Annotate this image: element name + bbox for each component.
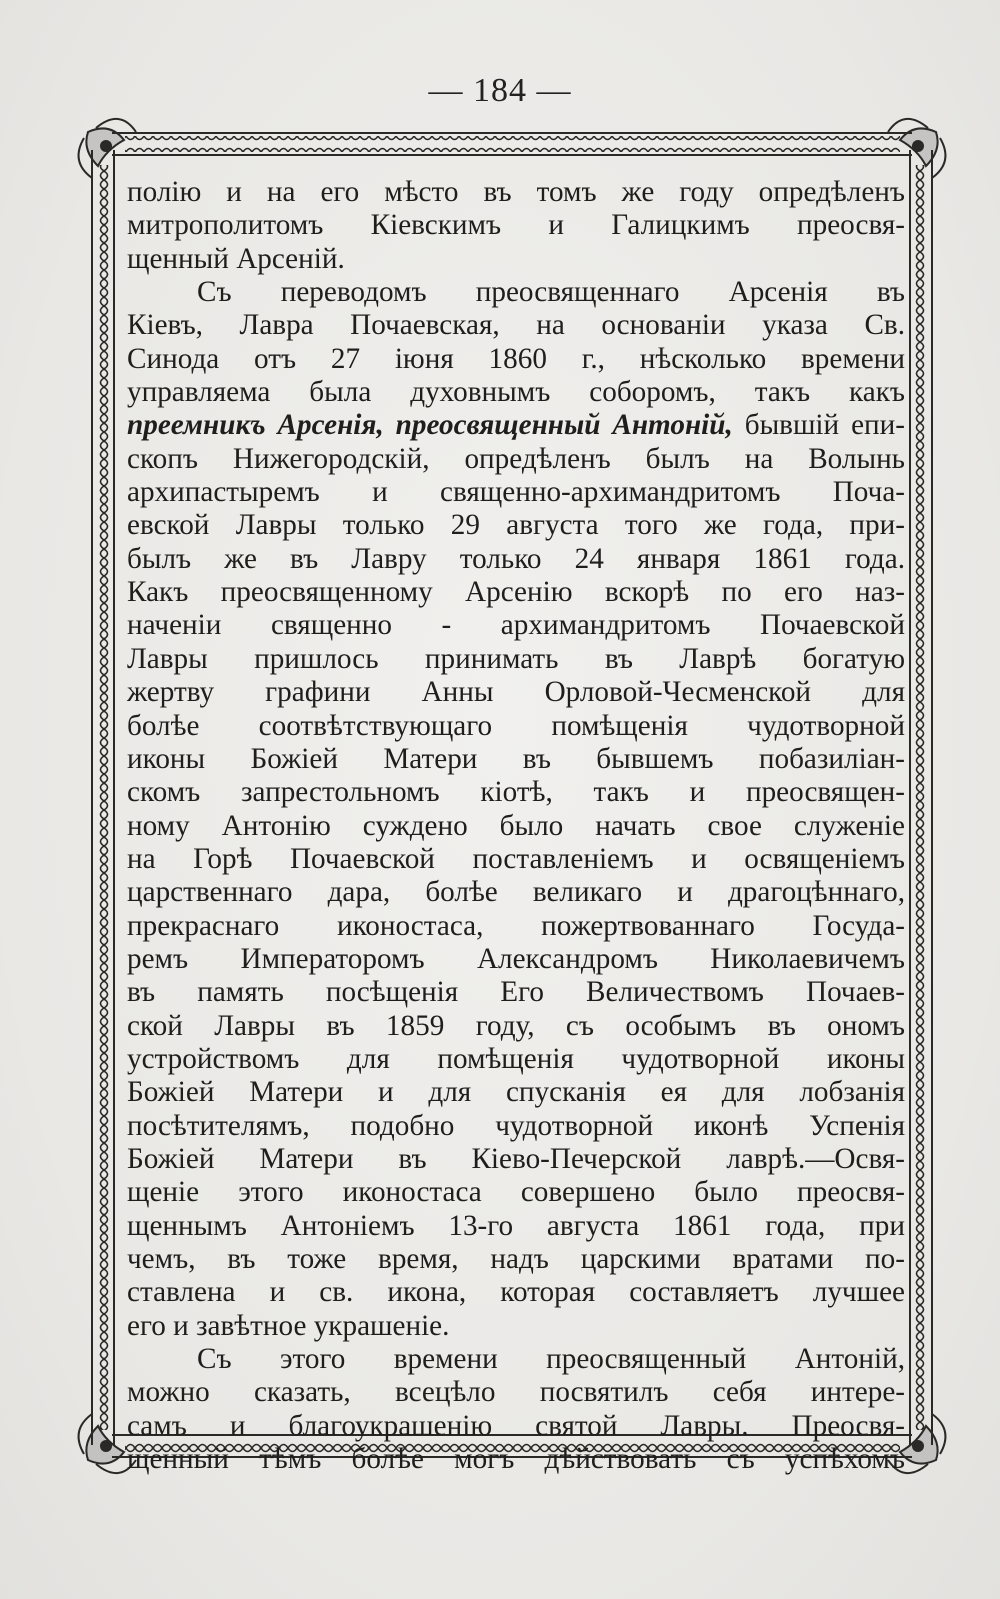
- text-line: евской Лавры только 29 августа того же года, при-: [127, 509, 905, 542]
- text-line: полію и на его мѣсто въ томъ же году опредѣленъ: [127, 176, 905, 208]
- text-line: ставлена и св. икона, которая составляетъ лучшее: [127, 1276, 905, 1309]
- text-line: на Горѣ Почаевской поставленіемъ и освященіемъ: [127, 842, 905, 875]
- text-line: Божіей Матери и для спусканія ея для лобзанія: [127, 1076, 905, 1109]
- text-line: чемъ, въ тоже время, надъ царскими вратами по-: [127, 1243, 905, 1275]
- text-fragment: бывшій епи-: [744, 409, 905, 442]
- text-line: ному Антонію суждено было начать свое служеніе: [127, 809, 905, 842]
- text-line: скомъ запрестольномъ кіотѣ, такъ и преосвящен-: [127, 776, 905, 809]
- text-line: щенный тѣмъ болѣе могъ дѣйствовать съ успѣхомъ: [127, 1443, 905, 1476]
- text-line: Кіевъ, Лавра Почаевская, на основаніи указа Св.: [127, 309, 905, 342]
- text-line: царственнаго дара, болѣе великаго и драгоцѣннаго,: [127, 876, 905, 909]
- text-line: устройствомъ для помѣщенія чудотворной иконы: [127, 1042, 905, 1075]
- text-line: митрополитомъ Кіевскимъ и Галицкимъ преосвя-: [127, 209, 905, 242]
- text-line: посѣтителямъ, подобно чудотворной иконѣ Успенія: [127, 1109, 905, 1142]
- page-number: — 184 —: [428, 72, 572, 109]
- text-line: ской Лавры въ 1859 году, съ особымъ въ ономъ: [127, 1009, 905, 1042]
- text-line: самъ и благоукрашенію святой Лавры. Преосвя-: [127, 1409, 905, 1442]
- text-line: наченіи священно - архимандритомъ Почаевской: [127, 609, 905, 642]
- text-line: былъ же въ Лавру только 24 января 1861 года.: [127, 542, 905, 575]
- text-line: иконы Божіей Матери въ бывшемъ побазиліан-: [127, 742, 905, 775]
- text-line: прекраснаго иконостаса, пожертвованнаго Госуда-: [127, 909, 905, 942]
- text-line: можно сказать, всецѣло посвятилъ себя интере-: [127, 1376, 905, 1409]
- text-line: Съ этого времени преосвященный Антоній,: [197, 1343, 905, 1376]
- text-line: Синода отъ 27 іюня 1860 г., нѣсколько времени: [127, 342, 905, 375]
- text-line: въ память посѣщенія Его Величествомъ Почаев-: [127, 976, 905, 1009]
- text-line: щеніе этого иконостаса совершено было преосвя-: [127, 1176, 905, 1209]
- text-line: Лавры пришлось принимать въ Лаврѣ богатую: [127, 642, 905, 675]
- text-line: щенный Арсеній.: [127, 242, 345, 275]
- text-line: архипастыремъ и священно-архимандритомъ Поча-: [127, 476, 905, 509]
- text-line: его и завѣтное украшеніе.: [127, 1309, 450, 1342]
- body-text: [127, 176, 905, 1476]
- text-line: жертву графини Анны Орловой-Чесменской для: [127, 676, 905, 709]
- text-line: скопъ Нижегородскій, опредѣленъ былъ на Волынь: [127, 442, 905, 475]
- text-line: ремъ Императоромъ Александромъ Николаевичемъ: [127, 942, 905, 975]
- text-line: щеннымъ Антоніемъ 13-го августа 1861 года, при: [127, 1209, 905, 1242]
- text-line: Съ переводомъ преосвященнаго Арсенія въ: [197, 276, 905, 309]
- text-line: Какъ преосвященному Арсенію вскорѣ по его наз-: [127, 576, 905, 609]
- text-line: болѣе соотвѣтствующаго помѣщенія чудотворной: [127, 709, 905, 742]
- text-line: управляема была духовнымъ соборомъ, такъ какъ: [127, 376, 905, 409]
- text-line-with-italic: [127, 409, 905, 442]
- italic-phrase: преемникъ Арсенія, преосвященный Антоній,: [127, 409, 733, 442]
- text-line: Божіей Матери въ Кіево-Печерской лаврѣ.—Освя-: [127, 1142, 905, 1175]
